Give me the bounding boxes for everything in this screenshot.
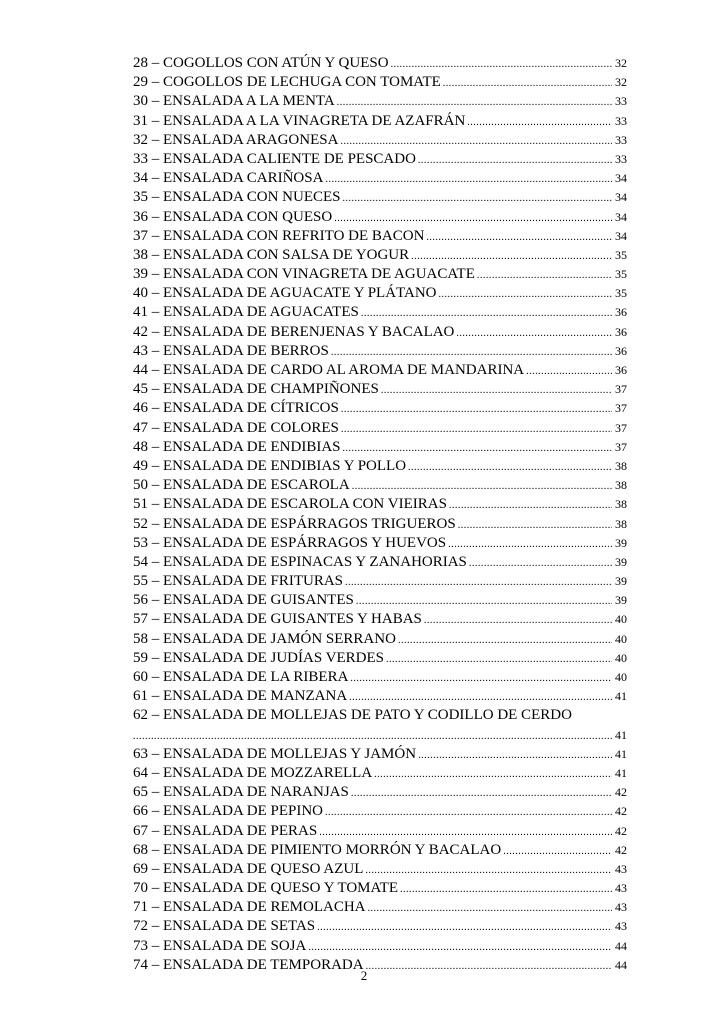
dot-leader [361,304,612,323]
toc-entry[interactable] [133,860,627,879]
toc-entry[interactable] [133,323,627,342]
toc-entry-page: 40 [615,650,627,665]
toc-entry[interactable] [133,438,627,457]
toc-entry-page: 39 [615,554,627,569]
toc-entry-title[interactable]: 37 – ENSALADA CON REFRITO DE BACON [133,227,425,244]
dot-leader [368,899,613,918]
toc-entry-page: 41 [615,746,627,761]
toc-entry-title[interactable]: 71 – ENSALADA DE REMOLACHA [133,899,366,916]
toc-entry-page: 43 [615,900,627,915]
toc-entry-page: 40 [615,670,627,684]
toc-entry[interactable] [133,572,627,591]
dot-leader [337,93,612,112]
page-number: 2 [360,968,368,983]
dot-leader [352,477,612,496]
toc-entry-title[interactable]: 46 – ENSALADA DE CÍTRICOS [133,400,339,417]
dot-leader [467,113,612,132]
toc-entry-title[interactable]: 40 – ENSALADA DE AGUACATE Y PLÁTANO [133,285,437,302]
toc-entry-title[interactable]: 32 – ENSALADA ARAGONESA [133,131,339,148]
dot-leader [325,803,612,822]
toc-entry-title[interactable]: 49 – ENSALADA DE ENDIBIAS Y POLLO [133,457,407,474]
dot-leader [325,170,612,189]
toc-entry-page: 40 [615,612,627,627]
dot-leader [439,285,612,304]
toc-entry-page: 35 [615,247,627,262]
toc-entry[interactable] [133,150,627,169]
toc-entry-page: 42 [615,823,627,838]
toc-entry-title[interactable]: 30 – ENSALADA A LA MENTA [133,93,335,110]
dot-leader [349,688,612,707]
toc-entry-page: 38 [615,516,627,531]
toc-entry[interactable] [133,591,627,610]
dot-leader [526,362,612,381]
toc-entry-page: 42 [615,842,627,857]
dot-leader [418,746,612,765]
toc-entry[interactable] [133,745,627,764]
toc-entry-title[interactable]: 74 – ENSALADA DE TEMPORADA [133,956,364,973]
toc-entry[interactable] [133,112,627,131]
toc-entry-page: 38 [615,458,627,473]
toc-entry[interactable] [133,208,627,227]
dot-leader [308,938,612,957]
toc-entry-title[interactable]: 39 – ENSALADA CON VINAGRETA DE AGUACATE [133,266,475,283]
toc-entry-title[interactable]: 50 – ENSALADA DE ESCAROLA [133,477,350,494]
toc-entry-page: 37 [615,401,627,416]
toc-entry-title[interactable]: 65 – ENSALADA DE NARANJAS [133,784,349,801]
toc-entry[interactable] [133,169,627,188]
toc-entry[interactable] [133,495,627,514]
toc-entry[interactable] [133,917,627,936]
toc-entry-page: 39 [615,593,627,608]
toc-entry-page: 33 [615,94,627,109]
dot-leader [365,861,612,880]
dot-leader [408,458,612,477]
table-of-contents [133,54,627,975]
toc-entry-page: 33 [615,113,627,128]
toc-entry[interactable] [133,73,627,92]
dot-leader [400,880,612,899]
toc-entry-page: 37 [615,420,627,435]
dot-leader [449,496,612,515]
dot-leader [386,650,612,669]
toc-entry-page: 35 [615,267,627,282]
toc-entry-title[interactable]: 34 – ENSALADA CARIÑOSA [133,170,324,187]
dot-leader [334,209,612,228]
toc-entry[interactable] [133,898,627,917]
toc-entry-page: 39 [615,574,627,589]
toc-entry-page: 34 [615,190,627,205]
toc-entry-title[interactable]: 44 – ENSALADA DE CARDO AL AROMA DE MANDARINA [133,362,525,378]
toc-entry-title[interactable]: 57 – ENSALADA DE GUISANTES Y HABAS [133,611,422,628]
toc-entry-title[interactable]: 58 – ENSALADA DE JAMÓN SERRANO [133,630,396,647]
toc-entry[interactable] [133,380,627,399]
toc-entry-title[interactable]: 60 – ENSALADA DE LA RIBERA [133,669,349,685]
toc-entry-page: 32 [615,75,627,90]
toc-entry[interactable] [133,553,627,572]
toc-entry[interactable] [133,342,627,361]
toc-entry-title[interactable]: 55 – ENSALADA DE FRITURAS [133,573,344,590]
toc-entry-title[interactable]: 54 – ENSALADA DE ESPINACAS Y ZANAHORIAS [133,553,467,570]
toc-entry-page: 33 [615,151,627,166]
dot-leader [448,535,612,554]
dot-leader [426,228,612,247]
toc-entry-page: 41 [615,727,627,742]
dot-leader [343,189,612,208]
dot-leader [391,55,612,74]
toc-entry-page: 38 [615,478,627,493]
toc-entry-title[interactable]: 35 – ENSALADA CON NUECES [133,189,341,206]
toc-entry-page: 34 [615,228,627,243]
toc-entry-page: 41 [615,765,627,780]
toc-entry-page: 44 [615,938,627,953]
dot-leader [424,611,612,630]
toc-entry-title[interactable]: 45 – ENSALADA DE CHAMPIÑONES [133,381,379,398]
toc-entry-page: 43 [615,919,627,934]
toc-entry[interactable] [133,668,627,687]
toc-entry-leader-line [133,726,627,745]
dot-leader [477,266,612,285]
toc-entry-page: 42 [615,785,627,800]
toc-entry-title[interactable]: 36 – ENSALADA CON QUESO [133,208,333,225]
dot-leader [340,132,612,151]
toc-entry-title[interactable]: 73 – ENSALADA DE SOJA [133,937,307,954]
toc-entry[interactable] [133,687,627,706]
toc-entry-title[interactable]: 62 – ENSALADA DE MOLLEJAS DE PATO Y CODILLO DE CERDO [133,707,572,724]
dot-leader [351,784,612,803]
toc-entry[interactable] [133,92,627,111]
toc-entry-title[interactable]: 69 – ENSALADA DE QUESO AZUL [133,860,364,877]
dot-leader [381,381,612,400]
dot-leader [458,516,612,535]
toc-entry-title[interactable]: 48 – ENSALADA DE ENDIBIAS [133,438,341,455]
toc-entry-title[interactable]: 47 – ENSALADA DE COLORES [133,419,339,436]
toc-entry[interactable] [133,227,627,246]
dot-leader [133,727,612,746]
toc-entry[interactable] [133,399,627,418]
toc-entry-title[interactable]: 56 – ENSALADA DE GUISANTES [133,592,354,609]
toc-entry-title[interactable]: 53 – ENSALADA DE ESPÁRRAGOS Y HUEVOS [133,534,447,551]
toc-entry-title[interactable]: 29 – COGOLLOS DE LECHUGA CON TOMATE [133,74,441,91]
toc-entry-page: 36 [615,343,627,358]
toc-entry-title-line[interactable] [133,706,627,725]
toc-entry[interactable] [133,764,627,783]
toc-entry-page: 34 [615,171,627,186]
dot-leader [443,74,612,93]
toc-entry[interactable] [133,131,627,150]
toc-entry[interactable] [133,841,627,860]
toc-entry-title[interactable]: 43 – ENSALADA DE BERROS [133,342,329,359]
toc-entry-title[interactable]: 63 – ENSALADA DE MOLLEJAS Y JAMÓN [133,745,417,762]
dot-leader [356,592,612,611]
toc-entry-page: 36 [615,305,627,320]
dot-leader [319,823,612,842]
toc-entry-page: 37 [615,439,627,454]
toc-entry[interactable] [133,630,627,649]
toc-entry-title[interactable]: 33 – ENSALADA CALIENTE DE PESCADO [133,150,416,167]
dot-leader [503,842,612,861]
toc-entry[interactable] [133,265,627,284]
toc-entry-page: 37 [615,382,627,397]
dot-leader [456,324,612,343]
toc-entry-title[interactable]: 52 – ENSALADA DE ESPÁRRAGOS TRIGUEROS [133,515,456,532]
dot-leader [374,765,612,784]
toc-entry-page: 39 [615,535,627,550]
toc-entry-title[interactable]: 41 – ENSALADA DE AGUACATES [133,304,359,321]
toc-entry[interactable] [133,361,627,380]
toc-entry-page: 43 [615,881,627,896]
toc-entry-title[interactable]: 66 – ENSALADA DE PEPINO [133,803,324,820]
toc-entry[interactable] [133,246,627,265]
toc-entry-title[interactable]: 59 – ENSALADA DE JUDÍAS VERDES [133,649,384,666]
dot-leader [398,631,612,650]
toc-entry-title[interactable]: 42 – ENSALADA DE BERENJENAS Y BACALAO [133,323,455,340]
toc-entry[interactable] [133,822,627,841]
toc-entry[interactable] [133,419,627,438]
toc-entry-title[interactable]: 28 – COGOLLOS CON ATÚN Y QUESO [133,55,389,71]
dot-leader [345,573,612,592]
dot-leader [341,420,612,439]
toc-entry-page: 38 [615,497,627,512]
dot-leader [350,669,612,688]
toc-entry-title[interactable]: 68 – ENSALADA DE PIMIENTO MORRÓN Y BACALAO [133,841,502,858]
toc-entry[interactable] [133,284,627,303]
toc-entry-page: 36 [615,363,627,377]
toc-entry[interactable] [133,303,627,322]
toc-entry-page: 35 [615,286,627,301]
toc-entry-title[interactable]: 38 – ENSALADA CON SALSA DE YOGUR [133,246,410,263]
dot-leader [343,439,613,458]
toc-entry-page: 36 [615,324,627,339]
toc-entry[interactable] [133,610,627,629]
toc-entry[interactable] [133,457,627,476]
toc-entry-title[interactable]: 67 – ENSALADA DE PERAS [133,822,318,839]
dot-leader [469,554,612,573]
toc-entry[interactable] [133,188,627,207]
toc-entry[interactable] [133,783,627,802]
toc-entry-title[interactable]: 31 – ENSALADA A LA VINAGRETA DE AZAFRÁN [133,112,466,129]
dot-leader [331,343,612,362]
toc-entry-page: 40 [615,631,627,646]
toc-entry-title[interactable]: 51 – ENSALADA DE ESCAROLA CON VIEIRAS [133,496,447,513]
toc-entry[interactable] [133,534,627,553]
dot-leader [411,247,612,266]
toc-entry-page: 32 [615,56,627,70]
toc-entry[interactable] [133,937,627,956]
toc-entry-page: 44 [615,957,627,972]
toc-entry-page: 42 [615,804,627,819]
toc-entry-title[interactable]: 64 – ENSALADA DE MOZZARELLA [133,764,373,781]
toc-entry-page: 33 [615,132,627,147]
dot-leader [341,400,612,419]
toc-entry-page: 43 [615,861,627,876]
toc-entry-title[interactable]: 72 – ENSALADA DE SETAS [133,918,316,935]
toc-entry[interactable] [133,649,627,668]
toc-entry-title[interactable]: 70 – ENSALADA DE QUESO Y TOMATE [133,880,399,897]
toc-entry[interactable] [133,515,627,534]
dot-leader [317,918,612,937]
toc-entry[interactable] [133,879,627,898]
toc-entry-page: 34 [615,209,627,224]
toc-entry-title[interactable]: 61 – ENSALADA DE MANZANA [133,688,348,705]
dot-leader [418,151,612,170]
toc-entry[interactable] [133,476,627,495]
toc-entry-page: 41 [615,689,627,704]
toc-entry[interactable] [133,54,627,73]
toc-entry[interactable] [133,802,627,821]
